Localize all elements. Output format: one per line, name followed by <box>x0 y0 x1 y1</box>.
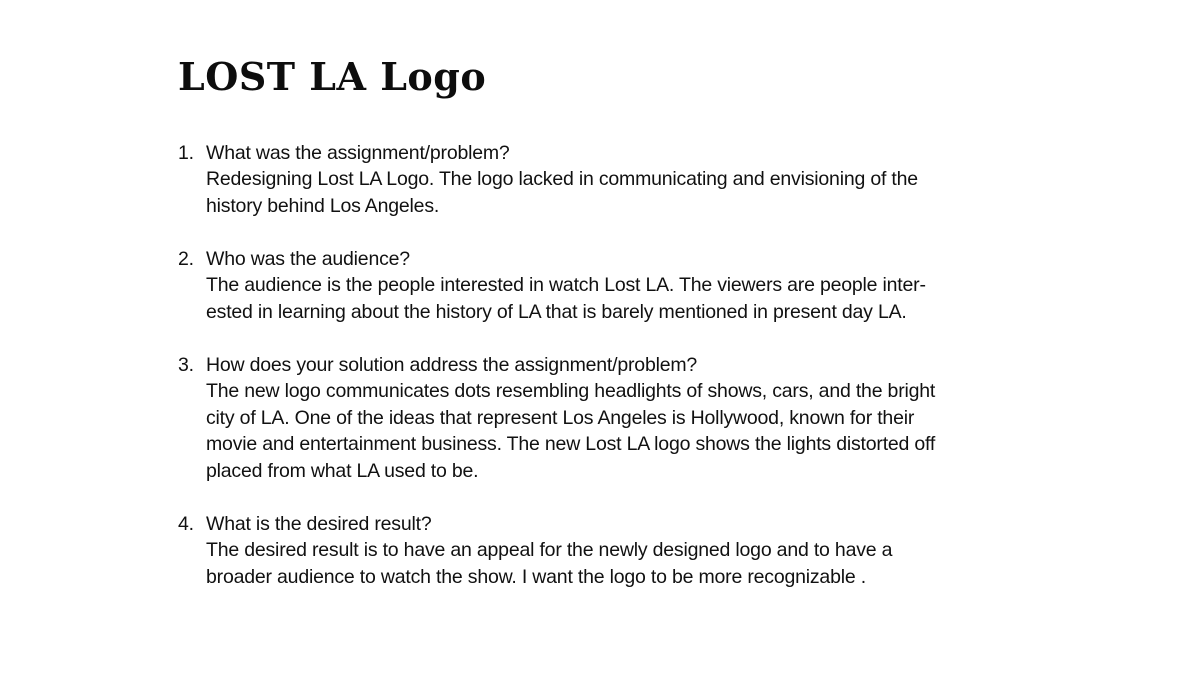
item-number: 4. <box>178 512 194 535</box>
question-text: How does your solution address the assignment/problem? <box>206 353 698 376</box>
question-text: What is the desired result? <box>206 512 432 535</box>
answer-line: ested in learning about the history of LA that is barely mentioned in present day LA. <box>206 300 907 323</box>
qa-item-4 <box>178 511 1048 591</box>
qa-list <box>178 140 1048 591</box>
item-content <box>206 511 1048 591</box>
document-page <box>178 54 1048 590</box>
answer-line: city of LA. One of the ideas that represent Los Angeles is Hollywood, known for their <box>206 406 915 429</box>
qa-item-3 <box>178 352 1048 485</box>
item-number: 3. <box>178 353 194 376</box>
answer-line: The audience is the people interested in watch Lost LA. The viewers are people inter- <box>206 274 926 297</box>
question-text: Who was the audience? <box>206 247 410 270</box>
qa-item-1 <box>178 140 1048 220</box>
answer-line: broader audience to watch the show. I want the logo to be more recognizable . <box>206 565 866 588</box>
answer-line: movie and entertainment business. The new Lost LA logo shows the lights distorted off <box>206 433 936 456</box>
answer-line: The desired result is to have an appeal for the newly designed logo and to have a <box>206 539 893 562</box>
item-content <box>206 246 1048 326</box>
page-title: LOST LA Logo <box>178 54 487 99</box>
answer-line: The new logo communicates dots resembling headlights of shows, cars, and the bright <box>206 380 936 403</box>
item-number: 2. <box>178 247 194 270</box>
answer-line: history behind Los Angeles. <box>206 194 440 217</box>
answer-line: placed from what LA used to be. <box>206 459 479 482</box>
item-content <box>206 352 1048 485</box>
item-content <box>206 140 1048 220</box>
question-text: What was the assignment/problem? <box>206 141 510 164</box>
answer-line: Redesigning Lost LA Logo. The logo lacked in communicating and envisioning of the <box>206 168 918 191</box>
qa-item-2 <box>178 246 1048 326</box>
item-number: 1. <box>178 141 194 164</box>
